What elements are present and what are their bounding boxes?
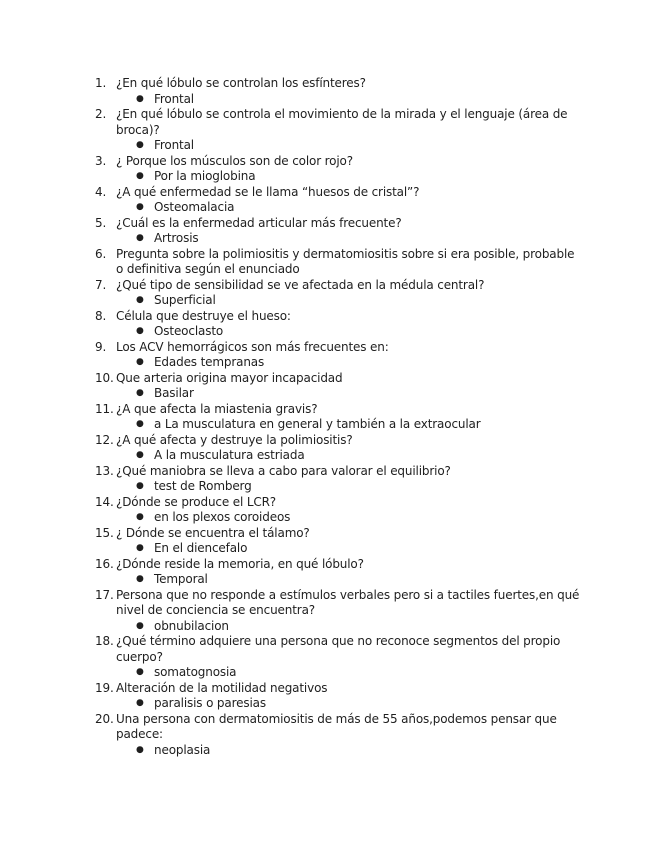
question-text: Que arteria origina mayor incapacidad <box>116 370 343 385</box>
question-number: 8. <box>95 308 107 323</box>
question-text: Célula que destruye el hueso: <box>116 308 291 323</box>
question-item <box>95 371 585 402</box>
question-item <box>95 712 585 759</box>
answer-list <box>116 138 585 154</box>
question-text: ¿Dónde se produce el LCR? <box>116 494 277 509</box>
question-number: 1. <box>95 76 107 90</box>
question-text: Alteración de la motilidad negativos <box>116 680 328 695</box>
answer-list <box>116 448 585 464</box>
question-text: ¿En qué lóbulo se controla el movimiento de la mirada y el lenguaje (área de broca)? <box>116 107 568 137</box>
bullet-icon: ● <box>136 512 144 522</box>
answer-item <box>116 541 585 557</box>
answer-text: Artrosis <box>154 231 199 245</box>
question-item <box>95 154 585 185</box>
question-number: 9. <box>95 339 107 354</box>
answer-item <box>116 293 585 309</box>
question-number: 3. <box>95 153 107 168</box>
question-text: ¿Dónde reside la memoria, en qué lóbulo? <box>116 556 364 571</box>
question-text: ¿ Dónde se encuentra el tálamo? <box>116 525 310 540</box>
question-item <box>95 247 585 278</box>
answer-item <box>116 665 585 681</box>
answer-text: En el diencefalo <box>154 541 248 555</box>
answer-item <box>116 169 585 185</box>
question-item <box>95 433 585 464</box>
answer-list <box>116 479 585 495</box>
question-number: 2. <box>95 107 107 121</box>
question-number: 19. <box>95 680 114 695</box>
question-number: 13. <box>95 463 114 478</box>
answer-list <box>116 324 585 340</box>
answer-item <box>116 743 585 759</box>
answer-list <box>116 665 585 681</box>
bullet-icon: ● <box>136 419 144 429</box>
question-number: 12. <box>95 432 114 447</box>
question-number: 11. <box>95 401 114 416</box>
question-item <box>95 464 585 495</box>
question-number: 5. <box>95 215 107 230</box>
question-text: ¿Qué término adquiere una persona que no reconoce segmentos del propio cuerpo? <box>116 634 561 664</box>
question-number: 7. <box>95 277 107 292</box>
answer-item <box>116 510 585 526</box>
question-item <box>95 185 585 216</box>
question-item <box>95 107 585 154</box>
bullet-icon: ● <box>136 698 144 708</box>
answer-item <box>116 619 585 635</box>
answer-text: Basilar <box>154 386 194 400</box>
answer-text: obnubilacion <box>154 618 229 633</box>
question-item <box>95 340 585 371</box>
question-number: 20. <box>95 711 114 726</box>
bullet-icon: ● <box>136 93 144 104</box>
answer-text: en los plexos coroideos <box>154 510 291 524</box>
question-number: 18. <box>95 634 114 648</box>
bullet-icon: ● <box>136 171 144 181</box>
question-item <box>95 278 585 309</box>
bullet-icon: ● <box>136 326 144 336</box>
answer-text: Frontal <box>154 91 194 106</box>
answer-text: Edades tempranas <box>154 355 265 369</box>
answer-item <box>116 138 585 154</box>
bullet-icon: ● <box>136 357 144 367</box>
bullet-icon: ● <box>136 233 144 243</box>
question-text: ¿ Porque los músculos son de color rojo? <box>116 153 353 168</box>
bullet-icon: ● <box>136 620 144 631</box>
answer-list <box>116 572 585 588</box>
answer-text: somatognosia <box>154 665 237 679</box>
answer-list <box>116 510 585 526</box>
question-text: ¿Qué maniobra se lleva a cabo para valorar el equilibrio? <box>116 463 451 478</box>
bullet-icon: ● <box>136 140 144 150</box>
bullet-icon: ● <box>136 295 144 305</box>
answer-list <box>116 200 585 216</box>
answer-item <box>116 696 585 712</box>
answer-list <box>116 619 585 635</box>
question-item <box>95 216 585 247</box>
question-item <box>95 634 585 681</box>
answer-item <box>116 231 585 247</box>
question-item <box>95 402 585 433</box>
answer-item <box>116 355 585 371</box>
question-text: ¿A qué enfermedad se le llama “huesos de cristal”? <box>116 184 420 199</box>
question-text: Una persona con dermatomiositis de más de 55 años,podemos pensar que padece: <box>116 711 557 741</box>
answer-text: A la musculatura estriada <box>154 448 305 462</box>
answer-item <box>116 92 585 108</box>
answer-text: paralisis o paresias <box>154 696 266 710</box>
answer-item <box>116 572 585 588</box>
question-text: ¿Cuál es la enfermedad articular más frecuente? <box>116 215 402 230</box>
question-text: Persona que no responde a estímulos verbales pero si a tactiles fuertes,en qué nivel de conciencia se encuentra? <box>116 587 580 617</box>
question-number: 17. <box>95 587 114 602</box>
bullet-icon: ● <box>136 388 144 398</box>
question-number: 6. <box>95 246 107 261</box>
bullet-icon: ● <box>136 202 144 212</box>
question-text: ¿A qué afecta y destruye la polimiositis? <box>116 432 353 447</box>
question-text: Pregunta sobre la polimiositis y dermatomiositis sobre si era posible, probable o definitiva según el enunciado <box>116 246 575 276</box>
question-number: 4. <box>95 184 107 199</box>
question-list <box>95 76 585 758</box>
question-item <box>95 495 585 526</box>
question-text: ¿Qué tipo de sensibilidad se ve afectada en la médula central? <box>116 277 485 292</box>
answer-list <box>116 293 585 309</box>
bullet-icon: ● <box>136 543 144 553</box>
answer-list <box>116 743 585 759</box>
answer-text: Osteomalacia <box>154 200 235 214</box>
bullet-icon: ● <box>136 744 144 755</box>
answer-item <box>116 479 585 495</box>
answer-text: a La musculatura en general y también a la extraocular <box>154 417 481 431</box>
question-number: 10. <box>95 370 114 385</box>
question-number: 15. <box>95 525 114 540</box>
question-text: ¿En qué lóbulo se controlan los esfínteres? <box>116 76 366 90</box>
question-text: ¿A que afecta la miastenia gravis? <box>116 401 318 416</box>
answer-list <box>116 386 585 402</box>
question-text: Los ACV hemorrágicos son más frecuentes en: <box>116 339 389 354</box>
answer-list <box>116 92 585 108</box>
question-item <box>95 588 585 635</box>
answer-text: Frontal <box>154 138 194 152</box>
answer-text: neoplasia <box>154 742 211 757</box>
answer-list <box>116 169 585 185</box>
bullet-icon: ● <box>136 667 144 677</box>
answer-item <box>116 448 585 464</box>
answer-text: Temporal <box>154 572 208 586</box>
question-number: 16. <box>95 556 114 571</box>
question-item <box>95 681 585 712</box>
answer-list <box>116 417 585 433</box>
answer-item <box>116 324 585 340</box>
question-number: 14. <box>95 494 114 509</box>
question-item <box>95 557 585 588</box>
answer-text: Superficial <box>154 293 216 307</box>
answer-item <box>116 200 585 216</box>
answer-list <box>116 355 585 371</box>
bullet-icon: ● <box>136 481 144 491</box>
question-item <box>95 76 585 107</box>
answer-item <box>116 386 585 402</box>
bullet-icon: ● <box>136 574 144 584</box>
bullet-icon: ● <box>136 450 144 460</box>
answer-text: Osteoclasto <box>154 324 224 338</box>
answer-text: Por la mioglobina <box>154 169 256 183</box>
answer-list <box>116 541 585 557</box>
question-item <box>95 526 585 557</box>
answer-text: test de Romberg <box>154 479 252 493</box>
question-item <box>95 309 585 340</box>
answer-list <box>116 696 585 712</box>
answer-list <box>116 231 585 247</box>
answer-item <box>116 417 585 433</box>
